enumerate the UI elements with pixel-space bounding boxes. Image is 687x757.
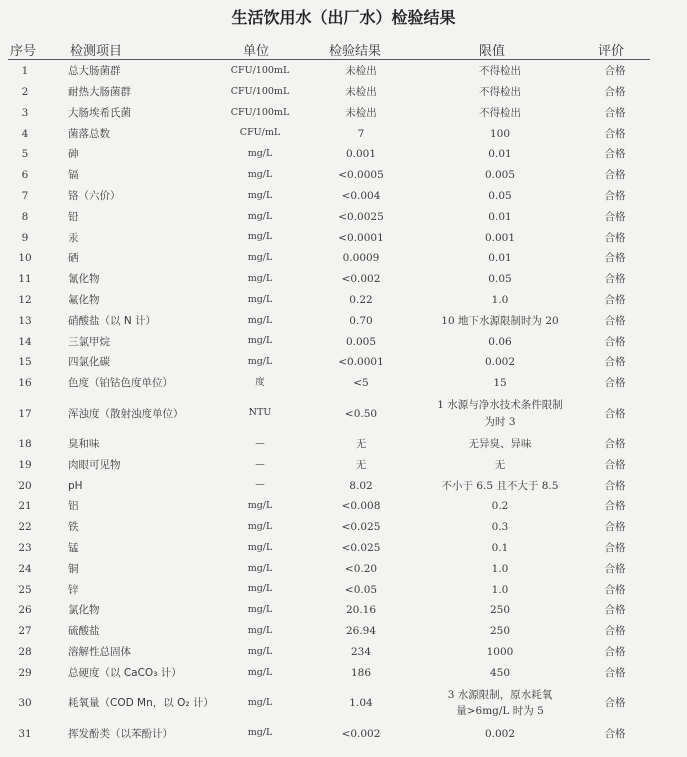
limit [410,123,590,144]
row-number: 25 [18,583,32,596]
result: 0.005 [345,335,377,348]
unit: mg/L [247,231,273,243]
table-row [0,455,687,476]
limit-line: 450 [489,666,511,679]
row-number: 4 [21,127,29,140]
table-row [0,394,687,434]
limit [410,663,590,684]
row-number: 8 [21,210,29,223]
test-item: 氟化物 [68,294,100,307]
test-item: 菌落总数 [68,127,110,140]
row-number: 24 [18,562,32,575]
test-item: pH [68,479,83,492]
limit [410,559,590,580]
limit [410,683,590,723]
header-limit: 限值 [479,44,506,59]
limit-line: 0.3 [491,521,509,534]
test-item: 砷 [68,148,79,161]
limit-line: 不得检出 [479,86,521,99]
result: <0.004 [341,190,381,203]
limit-line: 无 [494,458,506,471]
test-item: 总硬度（以 CaCO₃ 计） [68,666,182,679]
unit: mg/L [247,541,273,553]
limit [410,394,590,434]
evaluation: 合格 [604,294,626,307]
row-number: 2 [21,86,29,99]
limit [410,311,590,332]
limit [410,373,590,394]
row-number: 26 [18,604,32,617]
table-row [0,103,687,124]
evaluation: 合格 [604,666,626,679]
limit-line: 不得检出 [479,106,521,119]
limit-line: 0.002 [484,356,516,369]
test-item: 硫酸盐 [68,625,100,638]
evaluation: 合格 [604,169,626,182]
result: 20.16 [345,604,377,617]
result: 234 [350,645,372,658]
limit-line: 0.05 [488,190,512,203]
row-number: 13 [18,314,32,327]
table-row [0,82,687,103]
unit: — [255,437,265,449]
result: <0.025 [341,542,381,554]
evaluation: 合格 [604,479,626,492]
header-unit: 单位 [243,44,270,59]
result: 0.001 [345,148,377,161]
table-row [0,311,687,332]
limit-line: 1.0 [491,294,509,307]
unit: — [255,479,265,491]
limit-line: 1.0 [491,562,509,575]
test-item: 氯化物 [68,604,100,617]
evaluation: 合格 [604,458,626,471]
row-number: 10 [18,252,32,265]
unit: mg/L [247,189,273,201]
header-result: 检验结果 [329,44,382,59]
row-number: 27 [18,625,32,638]
limit [410,165,590,186]
table-row [0,559,687,580]
header-rule [8,59,650,60]
unit: mg/L [247,583,273,595]
unit: mg/L [247,645,273,657]
limit-line: 0.2 [491,500,509,513]
row-number: 28 [18,645,32,658]
row-number: 18 [18,438,32,451]
table-row [0,269,687,290]
table-row [0,642,687,663]
row-number: 29 [18,666,32,679]
page-title: 生活饮用水（出厂水）检验结果 [231,8,456,27]
limit-line: 1 水源与净水技术条件限制 [437,399,563,412]
test-item: 铜 [68,562,79,575]
evaluation: 合格 [604,210,626,223]
row-number: 21 [18,500,32,513]
unit: CFU/100mL [230,106,290,118]
limit-line: 0.05 [488,273,512,286]
header-no: 序号 [10,44,37,59]
table-row [0,475,687,496]
table-row [0,331,687,352]
test-item: 硝酸盐（以 N 计） [68,314,157,327]
table-row [0,290,687,311]
row-number: 5 [21,148,29,161]
unit: mg/L [247,520,273,532]
row-number: 7 [21,190,29,203]
test-item: 汞 [68,231,79,244]
table-row [0,352,687,373]
limit [410,434,590,455]
evaluation: 合格 [604,252,626,265]
evaluation: 合格 [604,407,626,420]
limit [410,579,590,600]
evaluation: 合格 [604,604,626,617]
evaluation: 合格 [604,127,626,140]
unit: CFU/mL [239,127,281,139]
unit: mg/L [247,169,273,181]
limit [410,227,590,248]
limit-line: 250 [489,604,511,617]
test-item: 锰 [68,542,79,554]
evaluation: 合格 [604,106,626,119]
row-number: 11 [18,273,32,286]
table-row [0,663,687,684]
test-item: 臭和味 [68,438,100,451]
unit: mg/L [247,293,273,305]
result: 8.02 [349,479,373,492]
test-item: 三氯甲烷 [68,335,110,348]
limit [410,455,590,476]
unit: mg/L [247,335,273,347]
evaluation: 合格 [604,542,626,554]
limit-line: 10 地下水源限制时为 20 [441,314,559,327]
evaluation: 合格 [604,273,626,286]
limit [410,496,590,517]
evaluation: 合格 [604,645,626,658]
result: 7 [357,127,365,140]
unit: CFU/100mL [230,85,290,97]
result: <0.008 [341,500,381,513]
test-item: 色度（铂钴色度单位） [68,377,173,390]
row-number: 23 [18,542,32,554]
result: <0.0001 [338,356,384,369]
unit: mg/L [247,252,273,264]
evaluation: 合格 [604,356,626,369]
result: <0.0001 [338,231,384,244]
limit [410,269,590,290]
unit: 度 [255,376,265,388]
result: <0.0005 [338,169,384,182]
table-row [0,600,687,621]
test-item: 硒 [68,252,79,265]
row-number: 16 [18,377,32,390]
limit [410,207,590,228]
result: 0.0009 [342,252,380,265]
evaluation: 合格 [604,625,626,638]
row-number: 3 [21,106,29,119]
limit [410,517,590,538]
evaluation: 合格 [604,335,626,348]
table-row [0,496,687,517]
result: <0.20 [344,562,378,575]
table-row [0,434,687,455]
result: 未检出 [345,65,377,78]
table-row [0,207,687,228]
limit [410,103,590,124]
unit: mg/L [247,666,273,678]
table-row [0,61,687,82]
table-row [0,144,687,165]
unit: mg/L [247,356,273,368]
evaluation: 合格 [604,727,626,740]
row-number: 30 [18,697,32,710]
evaluation: 合格 [604,500,626,513]
test-item: 浑浊度（散射浊度单位） [68,407,184,420]
result: 无 [355,458,367,471]
limit [410,290,590,311]
limit-line: 0.1 [491,542,509,554]
unit: — [255,458,265,470]
test-item: 耗氧量（COD Mn，以 O₂ 计） [68,697,214,710]
row-number: 1 [21,65,29,78]
limit-line: 15 [493,377,507,390]
limit [410,248,590,269]
unit: mg/L [247,314,273,326]
result: <0.50 [344,407,378,420]
unit: mg/L [247,273,273,284]
result: <5 [353,377,369,390]
result: <0.05 [344,583,378,596]
row-number: 22 [18,521,32,534]
table-row [0,165,687,186]
limit-line: 0.01 [488,252,512,265]
limit-line: 0.005 [484,169,516,182]
table-row [0,579,687,600]
evaluation: 合格 [604,562,626,575]
limit-line: 3 水源限制，原水耗氧 [447,689,553,702]
table-row [0,517,687,538]
unit: mg/L [247,148,273,160]
result: 未检出 [345,86,377,99]
table-row [0,723,687,744]
table-row [0,248,687,269]
test-item: 铝 [68,500,79,513]
unit: CFU/100mL [230,65,290,77]
unit: mg/L [247,210,273,222]
test-item: 铅 [68,210,79,223]
limit [410,331,590,352]
limit-line: 0.001 [484,231,516,244]
limit [410,723,590,744]
evaluation: 合格 [604,86,626,99]
test-item: 耐热大肠菌群 [68,86,131,99]
row-number: 31 [18,727,32,740]
limit-line: 0.01 [488,210,512,223]
row-number: 14 [18,335,32,348]
row-number: 19 [18,458,32,471]
table-row [0,538,687,559]
row-number: 6 [21,169,29,182]
test-item: 铁 [68,521,79,534]
limit [410,144,590,165]
row-number: 9 [21,231,29,244]
table-row [0,683,687,723]
limit-line: 0.01 [488,148,512,161]
evaluation: 合格 [604,377,626,390]
test-item: 总大肠菌群 [68,65,121,78]
limit-line: 为时 3 [484,415,516,428]
limit [410,352,590,373]
table-row [0,621,687,642]
unit: mg/L [247,624,273,636]
row-number: 15 [18,356,32,369]
header-eval: 评价 [598,44,625,59]
limit [410,186,590,207]
test-item: 镉 [68,169,79,182]
limit-line: 0.06 [488,335,512,348]
test-item: 锌 [68,583,79,596]
test-item: 肉眼可见物 [68,458,121,471]
unit: mg/L [247,500,273,512]
table-row [0,186,687,207]
limit-line: 1000 [486,645,514,658]
limit-line: 无异臭、异味 [468,438,532,451]
result: 0.22 [349,294,373,307]
evaluation: 合格 [604,65,626,78]
evaluation: 合格 [604,148,626,161]
evaluation: 合格 [604,190,626,203]
result: <0.002 [341,727,381,740]
row-number: 20 [18,479,32,492]
limit-line: 0.002 [484,727,516,740]
evaluation: 合格 [604,438,626,451]
test-item: 挥发酚类（以苯酚计） [68,727,173,740]
test-item: 铬（六价） [68,190,121,203]
limit-line: 量>6mg/L 时为 5 [456,705,544,718]
result: <0.002 [341,273,381,286]
test-item: 四氯化碳 [68,356,110,369]
evaluation: 合格 [604,521,626,534]
table-row [0,373,687,394]
results-table [0,61,687,744]
limit-line: 1.0 [491,583,509,596]
test-item: 溶解性总固体 [68,645,131,658]
test-item: 大肠埃希氏菌 [68,106,131,119]
limit-line: 100 [489,127,511,140]
unit: mg/L [247,562,273,574]
result: <0.0025 [338,210,384,223]
unit: NTU [248,407,272,419]
result: 无 [355,438,367,451]
evaluation: 合格 [604,231,626,244]
evaluation: 合格 [604,314,626,327]
table-row [0,227,687,248]
limit [410,538,590,559]
table-row [0,123,687,144]
limit [410,61,590,82]
row-number: 12 [18,294,32,307]
unit: mg/L [247,727,273,739]
evaluation: 合格 [604,583,626,596]
test-item: 氰化物 [68,273,100,286]
unit: mg/L [247,604,273,616]
result: 未检出 [345,106,377,119]
limit-line: 不得检出 [479,65,521,78]
limit [410,642,590,663]
limit [410,600,590,621]
limit [410,82,590,103]
result: 1.04 [349,697,373,710]
result: 26.94 [345,625,377,638]
result: <0.025 [341,521,381,534]
row-number: 17 [18,407,32,420]
limit-line: 250 [489,625,511,638]
table-header [0,36,687,58]
limit-line: 不小于 6.5 且不大于 8.5 [441,479,559,492]
unit: mg/L [247,696,273,708]
evaluation: 合格 [604,697,626,710]
result: 0.70 [349,314,373,327]
limit [410,475,590,496]
limit [410,621,590,642]
result: 186 [350,666,372,679]
header-item: 检测项目 [70,44,123,59]
